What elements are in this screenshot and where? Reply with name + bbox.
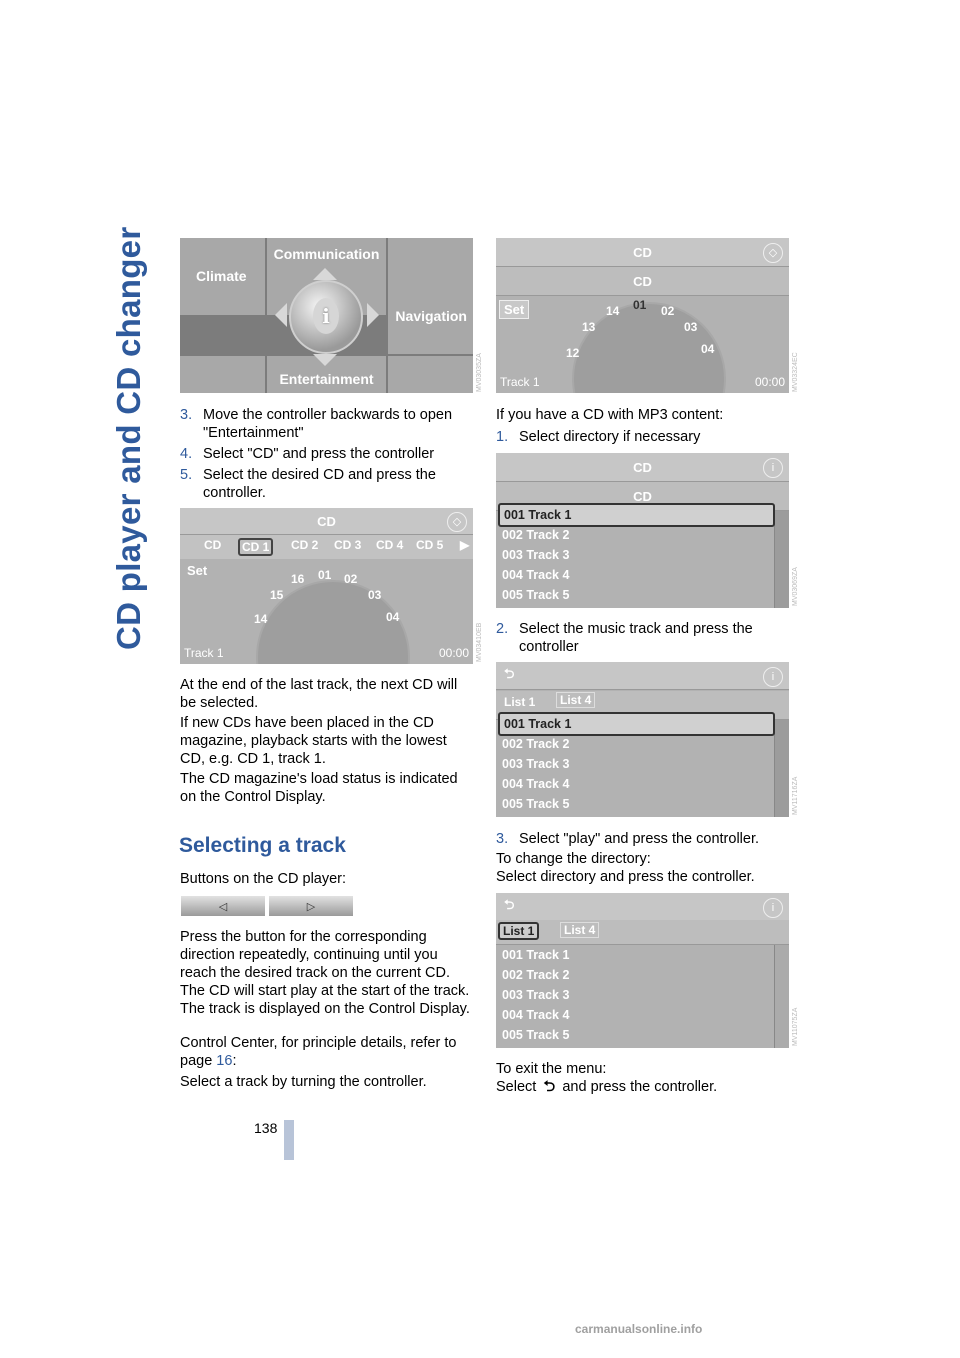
menu-cell-empty xyxy=(180,356,265,393)
list-item: 005 Track 5 xyxy=(502,797,570,811)
cd-selector-screenshot xyxy=(180,508,473,664)
list-item: 002 Track 2 xyxy=(502,968,570,982)
arrow-right-icon xyxy=(367,303,379,327)
list-item: 003 Track 3 xyxy=(502,548,570,562)
track-num: 02 xyxy=(661,304,675,318)
options-icon: ◇ xyxy=(447,512,467,532)
crumb-bar xyxy=(496,920,789,945)
track-num: 14 xyxy=(606,304,620,318)
time-label: 00:00 xyxy=(754,375,785,389)
list-item-selected: 001 Track 1 xyxy=(498,503,775,527)
list-item: 003 Track 3 xyxy=(502,757,570,771)
track-num: 13 xyxy=(582,320,596,334)
mp3-track-screenshot xyxy=(496,662,789,817)
paragraph: To exit the menu: xyxy=(496,1061,607,1077)
mp3-directory-screenshot xyxy=(496,453,789,608)
list-item: 004 Track 4 xyxy=(502,568,570,582)
set-button: Set xyxy=(187,563,208,578)
mp3-change-dir-screenshot xyxy=(496,893,789,1048)
list-item: 004 Track 4 xyxy=(502,1008,570,1022)
scrollbar xyxy=(774,511,789,608)
page-number-bar xyxy=(284,1120,294,1160)
section-heading: Selecting a track xyxy=(179,834,346,857)
track-label: Track 1 xyxy=(500,375,540,389)
list-item: 001 Track 1 xyxy=(502,948,570,962)
arrow-left-icon xyxy=(275,303,287,327)
watermark: carmanualsonline.info xyxy=(575,1322,703,1336)
image-code: MV03069ZA xyxy=(792,567,799,606)
cd-tab: CD 5 xyxy=(416,538,444,552)
list-item: 002 Track 2 xyxy=(502,737,570,751)
paragraph: At the end of the last track, the next CD will be selected. xyxy=(180,677,458,711)
track-num: 01 xyxy=(318,568,332,582)
set-button: Set xyxy=(499,300,529,319)
time-label: 00:00 xyxy=(438,646,469,660)
arrow-up-icon xyxy=(313,268,337,280)
image-code: MV11075ZA xyxy=(792,1007,799,1046)
info-icon: i xyxy=(763,667,783,687)
info-icon: i xyxy=(763,458,783,478)
cd-tab: CD 2 xyxy=(291,538,319,552)
scrollbar xyxy=(774,945,789,1048)
top-bar xyxy=(496,893,789,921)
track-num: 04 xyxy=(386,610,400,624)
paragraph: Control Center, for principle details, refer to page 16: xyxy=(180,1035,457,1069)
menu-cell-empty xyxy=(388,356,473,393)
second-bar: CD xyxy=(496,267,789,296)
list-item-selected: 001 Track 1 xyxy=(498,712,775,736)
list-item: 002 Track 2 xyxy=(502,528,570,542)
back-icon: ⮌ xyxy=(504,896,515,912)
second-bar: CD xyxy=(496,482,789,511)
menu-climate: Climate xyxy=(180,238,265,314)
back-icon: ⮌ xyxy=(543,1079,556,1095)
previous-track-icon: ◁ xyxy=(181,896,265,916)
top-bar: CD xyxy=(180,508,473,535)
back-icon: ⮌ xyxy=(504,665,515,681)
menu-communication: Communication xyxy=(267,238,386,315)
crumb-list-4: List 4 xyxy=(556,692,595,708)
paragraph: Buttons on the CD player: xyxy=(180,871,347,887)
track-num: 03 xyxy=(684,320,698,334)
idrive-menu-screenshot xyxy=(180,238,473,393)
list-item: 004 Track 4 xyxy=(502,777,570,791)
cd-tab-selected: CD 1 xyxy=(238,538,273,556)
crumb-list-1-selected: List 1 xyxy=(498,922,539,940)
list-item: 005 Track 5 xyxy=(502,1028,570,1042)
paragraph: Press the button for the corresponding direction repeatedly, continuing until you reach the desired track on the current CD. The CD will start play at the start of the track. The track is displayed on the Control Display. xyxy=(180,929,470,1017)
track-num: 04 xyxy=(701,342,715,356)
track-num: 14 xyxy=(254,612,268,626)
menu-navigation: Navigation xyxy=(388,278,473,354)
cd-tab: CD 4 xyxy=(376,538,404,552)
list-item: 005 Track 5 xyxy=(502,588,570,602)
paragraph: Select directory and press the controller. xyxy=(496,869,755,885)
info-icon: i xyxy=(313,298,339,334)
cd-player-buttons xyxy=(181,896,353,916)
paragraph: Select ⮌ and press the controller. xyxy=(496,1079,718,1095)
paragraph: If you have a CD with MP3 content: xyxy=(496,407,724,423)
menu-entertainment: Entertainment xyxy=(267,356,386,393)
track-num: 12 xyxy=(566,346,580,360)
info-icon: i xyxy=(763,898,783,918)
paragraph: The CD magazine's load status is indicated on the Control Display. xyxy=(180,771,458,805)
list-item: 003 Track 3 xyxy=(502,988,570,1002)
options-icon: ◇ xyxy=(763,243,783,263)
crumb-list-4: List 4 xyxy=(560,922,599,938)
image-code: MV11716ZA xyxy=(792,776,799,815)
track-num: 16 xyxy=(291,572,305,586)
scrollbar xyxy=(774,720,789,817)
page-number: 138 xyxy=(254,1120,278,1136)
top-bar: CD xyxy=(496,453,789,482)
track-num: 02 xyxy=(344,572,358,586)
track-num-selected: 01 xyxy=(633,298,647,312)
arrow-down-icon xyxy=(313,354,337,366)
next-track-icon: ▷ xyxy=(269,896,353,916)
track-label: Track 1 xyxy=(184,646,224,660)
image-code: MV03035ZA xyxy=(476,353,483,392)
image-code: MV03324EC xyxy=(792,352,799,392)
controller-knob-icon xyxy=(289,280,363,354)
paragraph: To change the directory: xyxy=(496,851,651,867)
paragraph: Select a track by turning the controller. xyxy=(180,1074,427,1090)
track-num: 15 xyxy=(270,588,284,602)
page-link[interactable]: 16 xyxy=(216,1053,233,1069)
top-bar: CD xyxy=(496,238,789,267)
scroll-right-icon: ▶ xyxy=(460,538,470,552)
image-code: MV03410EB xyxy=(476,622,483,662)
cd-tab: CD xyxy=(204,538,222,552)
crumb-list-1: List 1 xyxy=(504,695,536,709)
track-num: 03 xyxy=(368,588,382,602)
cd-track-wheel-screenshot xyxy=(496,238,789,393)
paragraph: If new CDs have been placed in the CD magazine, playback starts with the lowest CD, e.g. CD 1, track 1. xyxy=(180,715,447,767)
top-bar xyxy=(496,662,789,690)
cd-tab: CD 3 xyxy=(334,538,362,552)
